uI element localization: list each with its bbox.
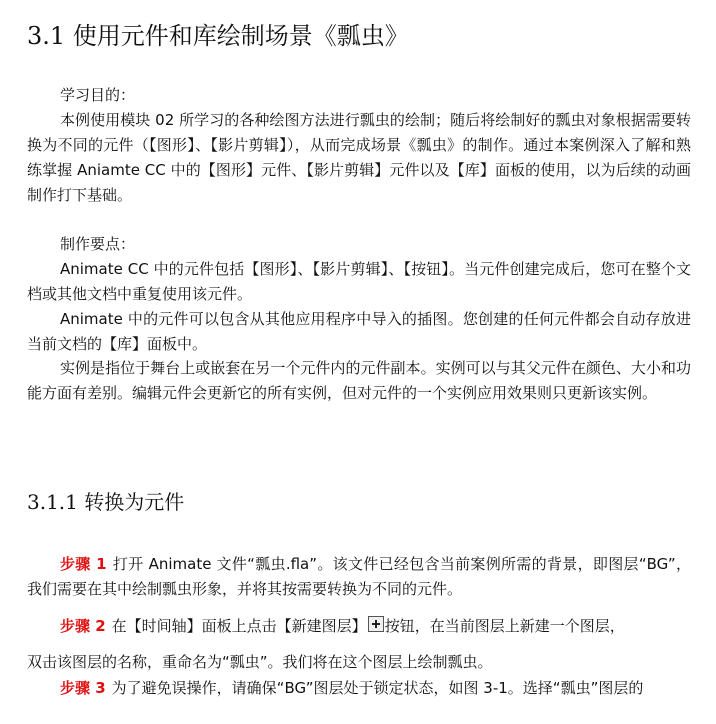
objectives-body: 本例使用模块 02 所学习的各种绘图方法进行瓢虫的绘制；随后将绘制好的瓢虫对象根据需要转换为不同的元件（【图形】、【影片剪辑】），从而完成场景《瓢虫》的制作。通过本案例深入了解和熟练掌握 Aniamte CC 中的【图形】元件、【影片剪辑】元件以及【库】面板的使用，以为后续的动画制作打下基础。 xyxy=(27,111,691,204)
step-2-text-after: 按钮，在当前图层上新建一个图层， xyxy=(384,617,625,635)
step-3 xyxy=(27,676,691,701)
step-1-label: 步骤 1 xyxy=(60,555,107,573)
keypoints-paragraph-1: Animate CC 中的元件包括【图形】、【影片剪辑】、【按钮】。当元件创建完成后，您可在整个文档或其他文档中重复使用该元件。 xyxy=(27,260,691,303)
step-3-label: 步骤 3 xyxy=(60,679,106,697)
step-2-line-1 xyxy=(27,614,691,639)
objectives-heading: 学习目的： xyxy=(60,86,136,104)
step-2-label: 步骤 2 xyxy=(60,617,106,635)
step-2-line-2: 双击该图层的名称，重命名为“瓢虫”。我们将在这个图层上绘制瓢虫。 xyxy=(27,653,493,671)
keypoints-paragraph-2: Animate 中的元件可以包含从其他应用程序中导入的插图。您创建的任何元件都会自动存放进当前文档的【库】面板中。 xyxy=(27,310,691,353)
step-1-text: 打开 Animate 文件“瓢虫.fla”。该文件已经包含当前案例所需的背景，即图层“BG”，我们需要在其中绘制瓢虫形象，并将其按需要转换为不同的元件。 xyxy=(27,555,691,598)
new-layer-icon xyxy=(368,616,384,632)
step-2-text-before: 在【时间轴】面板上点击【新建图层】 xyxy=(111,617,367,635)
subsection-title: 3.1.1 转换为元件 xyxy=(27,490,185,514)
section-title: 3.1 使用元件和库绘制场景《瓢虫》 xyxy=(27,22,409,50)
step-3-text: 为了避免误操作，请确保“BG”图层处于锁定状态，如图 3-1。选择“瓢虫”图层的 xyxy=(111,679,644,697)
keypoints-paragraph-3: 实例是指位于舞台上或嵌套在另一个元件内的元件副本。实例可以与其父元件在颜色、大小和功能方面有差别。编辑元件会更新它的所有实例，但对元件的一个实例应用效果则只更新该实例。 xyxy=(27,359,691,402)
step-1 xyxy=(27,552,691,602)
keypoints-heading: 制作要点： xyxy=(60,235,136,253)
